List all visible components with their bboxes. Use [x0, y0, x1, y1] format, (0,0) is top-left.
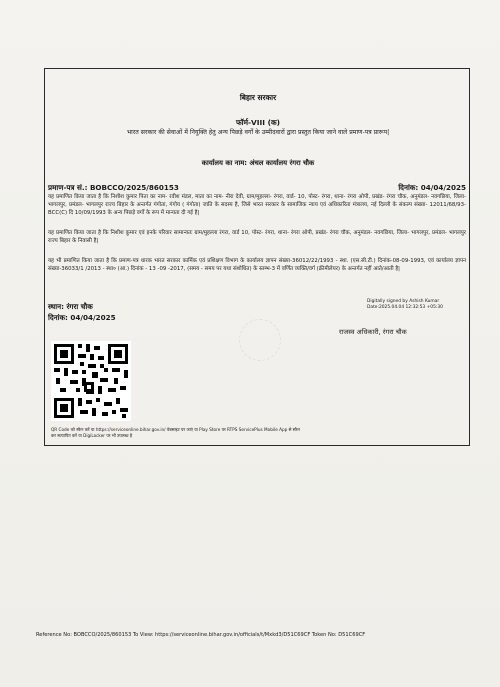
qr-note-line1: QR Code को स्कैन करें या https://serviceonline.bihar.gov.in/ वेबसाइट पर जाएं या Play Store पर RTPS ServicePlus Mobile App से स्कैन	[51, 427, 300, 432]
certificate-frame	[44, 68, 470, 446]
reference-footer: Reference No: BOBCCO/2025/860153 To View: https://serviceonline.bihar.gov.in/officials/t/Mxkd3/D51C69CF Token No: D51C69CF	[36, 632, 366, 638]
date-bottom: दिनांक: 04/04/2025	[48, 313, 116, 322]
certificate-ref-row	[48, 183, 466, 193]
digital-sign-name: Digitally signed by Ashish Kumar	[367, 299, 440, 304]
qr-instructions	[51, 427, 351, 439]
place-date-block	[48, 301, 116, 323]
govt-title: बिहार सरकार	[239, 93, 277, 102]
issue-date: दिनांक: 04/04/2025	[398, 183, 466, 192]
form-number: फॉर्म-VIII (क)	[235, 118, 281, 127]
place: स्थान: रंगरा चौक	[48, 302, 93, 311]
paragraph-residence: यह प्रमाणित किया जाता है कि निशीश कुमार एवं इनके परिवार सामान्यतः ग्राम/मुहल्ला रंगरा, वार्ड 10, पोस्ट- रंगरा, थाना- रंगरा ओपी, प्रखंड- रंगरा चौक, अनुमंडल- नवगछिया, जिला- भागलपुर, प्रमंडल- भागलपुर राज्य बिहार के निवासी है|	[48, 230, 466, 245]
signing-officer: राजस्व अधिकारी, रंगरा चौक	[339, 328, 407, 336]
certificate-number: प्रमाण-पत्र सं.: BOBCCO/2025/860153	[48, 183, 179, 192]
digital-sign-date: Date:2025.04.04 12:32:53 +05:30	[367, 305, 443, 310]
certificate-heading: भारत सरकार की सेवाओं में नियुक्ति हेतु अन्य पिछड़े वर्गों के उम्मीदवारों द्वारा प्रस्तुत किया जाने वाले प्रमाण-पत्र प्रारूप|	[126, 129, 390, 136]
qr-code-graphic	[51, 341, 131, 421]
paragraph-caste: यह प्रमाणित किया जाता है कि निशीश कुमार पिता का नाम- रवीश मंडल, माता का नाम- नीरा देवी, ग्राम/मुहल्ला- रंगरा, वार्ड- 10, पोस्ट- रंगरा, थाना- रंगरा ओपी, प्रखंड- रंगरा चौक, अनुमंडल- नवगछिया, जिला- भागलपुर, प्रमंडल- भागलपुर राज्य बिहार के अन्तर्गत गंगोता, गंगोय ( गंगोता) जाति के सदस्य है, जिसे भारत सरकार के सामाजिक न्याय एवं अधिकारिता मंत्रालय, नई दिल्ली के संकल्प संख्या- 12011/68/93-BCC(C) दि 10/09/1993 के अन्य पिछड़े वर्गों के रूप में मान्यता दी गई है|	[48, 194, 466, 217]
qr-note-line2: कर सत्यापित करें या DigiLocker पर भी उपलब्ध है	[51, 433, 133, 438]
office-name: कार्यालय का नाम: अंचल कार्यालय रंगरा चौक	[201, 159, 315, 167]
qr-code-icon[interactable]	[51, 341, 131, 421]
paragraph-creamy-layer: यह भी प्रमाणित किया जाता है कि प्रमाण-पत्र धारक भारत सरकार कार्मिक एवं प्रशिक्षण विभाग के कार्यालय ज्ञापन संख्या-36012/22/1993 - स्था. (एस.सी.टी.) दिनांक-08-09-1993, एवं कार्यालय ज्ञापन संख्या-36033/1 /2013 - स्था० (आ.) दिनांक - 13 -09 -2017, (समय - समय पर यथा संशोधित) के स्तम्भ-3 में वर्णित व्यक्ति/वर्ग (क्रीमीलेयर) के अन्तर्गत नहीं आते/आती है|	[48, 258, 466, 273]
digital-signature	[367, 299, 443, 311]
government-seal-watermark	[239, 319, 281, 361]
